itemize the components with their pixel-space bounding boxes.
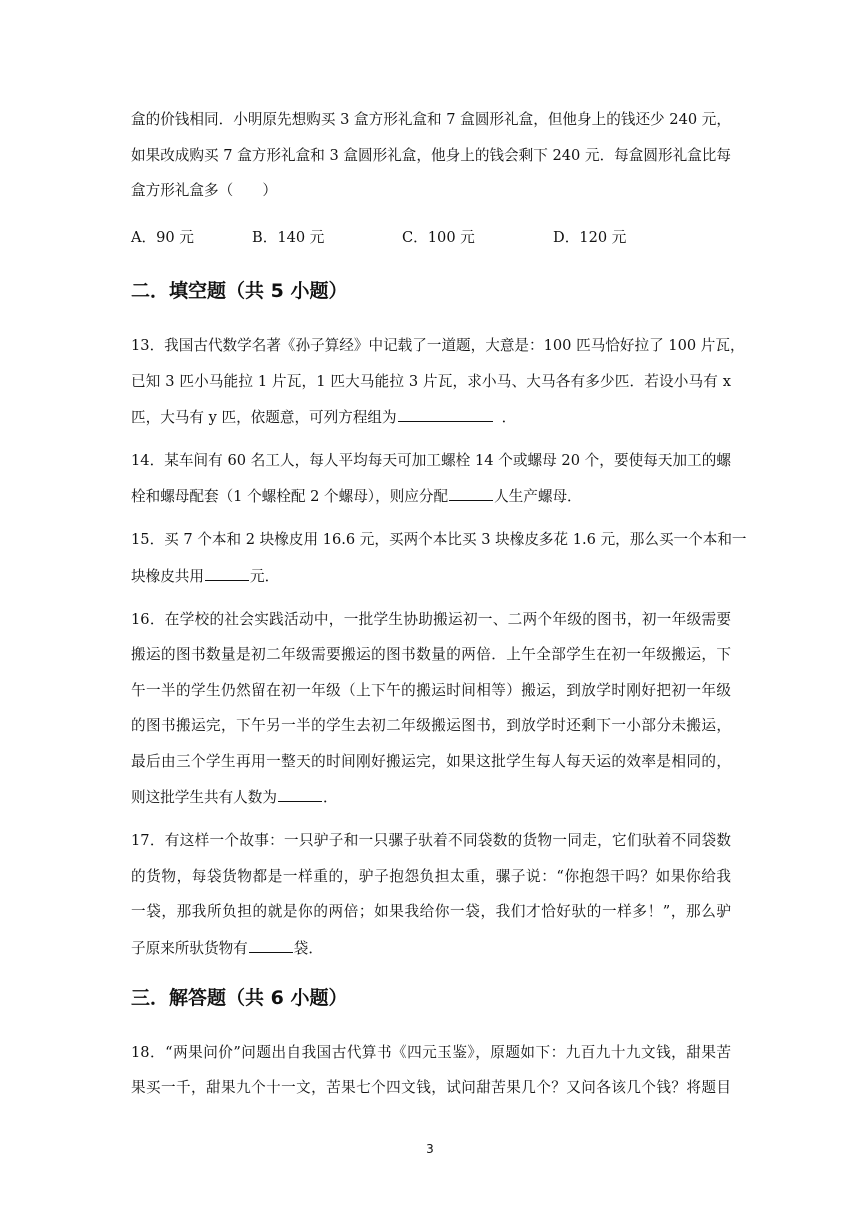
q13-line-3-end: ． [501,409,517,426]
q12-option-d: D．120 元 [553,229,627,246]
q16-line-6 [131,787,731,808]
q16-line-4: 的图书搬运完，下午另一半的学生去初二年级搬运图书，到放学时还剩下一小部分未搬运， [131,717,731,734]
q12-line-1: 盒的价钱相同．小明原先想购买 3 盒方形礼盒和 7 盒圆形礼盒，但他身上的钱还少 240 元， [131,111,731,128]
q15-line-2-text: 块橡皮共用 [131,568,204,585]
q16-line-5: 最后由三个学生再用一整天的时间刚好搬运完，如果这批学生每人每天运的效率是相同的， [131,753,731,770]
q13-line-3-text: 匹，大马有 y 匹，依题意，可列方程组为 [131,409,397,426]
q12-line-2: 如果改成购买 7 盒方形礼盒和 3 盒圆形礼盒，他身上的钱会剩下 240 元．每盒圆形礼盒比每 [131,147,731,164]
q14-line-2 [131,486,731,507]
q18-line-2: 果买一千，甜果九个十一文，苦果七个四文钱，试问甜苦果几个？又问各该几个钱？将题目 [131,1079,731,1096]
section-heading-solutions: 三．解答题（共 6 小题） [131,987,348,1009]
answer-blank [249,938,293,953]
q12-option-c: C．100 元 [402,229,475,246]
q12-option-b: B．140 元 [252,229,325,246]
q17-line-4 [131,938,731,959]
q13-line-1: 13．我国古代数学名著《孙子算经》中记载了一道题，大意是：100 匹马恰好拉了 100 片瓦， [131,337,745,354]
answer-blank [449,486,493,501]
q14-line-2-end: 人生产螺母． [494,488,582,505]
q12-option-a: A．90 元 [131,229,194,246]
answer-blank [278,787,322,802]
answer-blank [205,566,249,581]
q13-line-2: 已知 3 匹小马能拉 1 片瓦，1 匹大马能拉 3 片瓦，求小马、大马各有多少匹．若设小马有 x [131,373,731,390]
q15-line-1: 15．买 7 个本和 2 块橡皮用 16.6 元，买两个本比买 3 块橡皮多花 1.6 元，那么买一个本和一 [131,531,747,548]
q14-line-2-text: 栓和螺母配套（1 个螺栓配 2 个螺母），则应分配 [131,488,449,505]
q16-line-6-end: ． [322,789,338,806]
q16-line-6-text: 则这批学生共有人数为 [131,789,277,806]
q16-line-3: 午一半的学生仍然留在初一年级（上下午的搬运时间相等）搬运，到放学时刚好把初一年级 [131,682,731,699]
page-number: 3 [426,1142,434,1156]
q17-line-3: 一袋，那我所负担的就是你的两倍；如果我给你一袋，我们才恰好驮的一样多！”，那么驴 [131,903,731,920]
section-heading-fill-in: 二．填空题（共 5 小题） [131,280,348,302]
q18-line-1: 18．“两果问价”问题出自我国古代算书《四元玉鉴》，原题如下：九百九十九文钱，甜果苦 [131,1044,731,1061]
q15-line-2 [131,566,731,587]
q12-options [131,228,731,248]
q17-line-1: 17．有这样一个故事：一只驴子和一只骡子驮着不同袋数的货物一同走，它们驮着不同袋数 [131,832,731,849]
q17-line-2: 的货物，每袋货物都是一样重的，驴子抱怨负担太重，骡子说：“你抱怨干吗？如果你给我 [131,868,731,885]
q16-line-1: 16．在学校的社会实践活动中，一批学生协助搬运初一、二两个年级的图书，初一年级需要 [131,611,731,628]
answer-blank [398,407,493,422]
q12-line-3: 盒方形礼盒多（ ） [131,182,277,199]
q16-line-2: 搬运的图书数量是初二年级需要搬运的图书数量的两倍．上午全部学生在初一年级搬运，下 [131,646,731,663]
q13-line-3 [131,407,731,428]
q14-line-1: 14．某车间有 60 名工人，每人平均每天可加工螺栓 14 个或螺母 20 个，要使每天加工的螺 [131,452,731,469]
q15-line-2-end: 元． [249,568,280,585]
q17-line-4-text: 子原来所驮货物有 [131,940,248,957]
q17-line-4-end: 袋． [293,940,323,957]
